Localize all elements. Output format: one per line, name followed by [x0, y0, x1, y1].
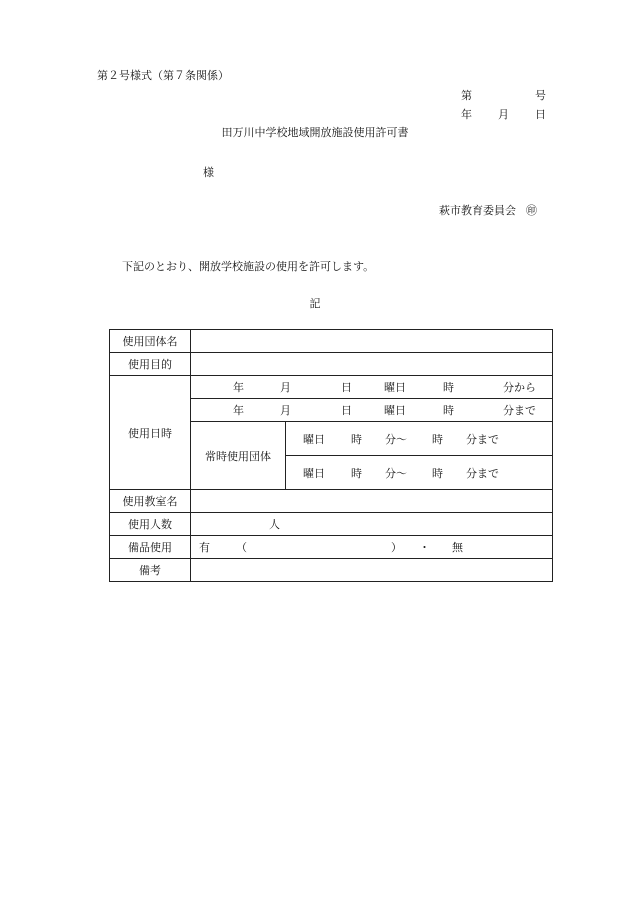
- table-row: [110, 376, 553, 399]
- group-name-value: [191, 330, 553, 353]
- table-row: [110, 490, 553, 513]
- paren-close: ）: [391, 541, 402, 554]
- date-year-label: 年: [461, 108, 472, 121]
- equipment-label: 備品使用: [110, 536, 191, 559]
- date-day-label: 日: [535, 108, 546, 121]
- date-block: [461, 87, 545, 125]
- table-row: [110, 559, 553, 582]
- separator-dot: ・: [419, 541, 430, 554]
- count-value: [191, 513, 553, 536]
- until-minute-suffix: 分まで: [503, 404, 536, 417]
- from-minute-suffix: 分から: [503, 381, 536, 394]
- datetime-label: 使用日時: [110, 376, 191, 490]
- from-month: 月: [280, 381, 291, 394]
- seal-mark: ㊞: [526, 204, 537, 217]
- purpose-label: 使用目的: [110, 353, 191, 376]
- until-weekday: 曜日: [384, 404, 406, 417]
- datetime-until-row: [191, 399, 553, 422]
- permit-table: [109, 329, 553, 582]
- equipment-yes: 有: [199, 541, 210, 554]
- document-title: 田万川中学校地域開放施設使用許可書: [221, 126, 409, 139]
- classroom-label: 使用教室名: [110, 490, 191, 513]
- group-name-label: 使用団体名: [110, 330, 191, 353]
- until-month: 月: [280, 404, 291, 417]
- table-row: [110, 330, 553, 353]
- regular-minute-to: 分まで: [466, 466, 499, 480]
- regular-hour-to: 時: [432, 466, 443, 480]
- regular-minute-to: 分まで: [466, 432, 499, 446]
- from-hour: 時: [443, 381, 454, 394]
- equipment-no: 無: [452, 541, 463, 554]
- table-row: [110, 513, 553, 536]
- regular-group-label: 常時使用団体: [191, 422, 286, 490]
- issuer: [439, 202, 537, 218]
- regular-hour-from: 時: [351, 432, 362, 446]
- issuer-name: 萩市教育委員会: [439, 204, 516, 217]
- from-year: 年: [233, 381, 244, 394]
- body-text: 下記のとおり、開放学校施設の使用を許可します。: [122, 260, 375, 273]
- form-number: 第２号様式（第７条関係）: [97, 69, 229, 82]
- date-month-label: 月: [498, 108, 509, 121]
- table-row: [110, 536, 553, 559]
- classroom-value: [191, 490, 553, 513]
- recipient-suffix: 様: [203, 166, 214, 179]
- table-row: [110, 353, 553, 376]
- regular-minute-from: 分～: [385, 466, 407, 480]
- equipment-value: [191, 536, 553, 559]
- regular-schedule-row: [286, 456, 553, 490]
- issue-date-row: [461, 106, 545, 125]
- until-day: 日: [341, 404, 352, 417]
- until-hour: 時: [443, 404, 454, 417]
- regular-hour-from: 時: [351, 466, 362, 480]
- number-prefix: 第: [461, 89, 472, 102]
- ki-heading: 記: [309, 297, 321, 310]
- remarks-label: 備考: [110, 559, 191, 582]
- count-label: 使用人数: [110, 513, 191, 536]
- paren-open: （: [236, 541, 247, 554]
- purpose-value: [191, 353, 553, 376]
- regular-weekday: 曜日: [303, 466, 325, 480]
- remarks-value: [191, 559, 553, 582]
- number-suffix: 号: [535, 89, 546, 102]
- from-day: 日: [341, 381, 352, 394]
- regular-schedule-row: [286, 422, 553, 456]
- regular-weekday: 曜日: [303, 432, 325, 446]
- until-year: 年: [233, 404, 244, 417]
- count-unit: 人: [269, 518, 280, 531]
- document-number-row: [461, 87, 545, 106]
- from-weekday: 曜日: [384, 381, 406, 394]
- regular-hour-to: 時: [432, 432, 443, 446]
- regular-minute-from: 分～: [385, 432, 407, 446]
- datetime-from-row: [191, 376, 553, 399]
